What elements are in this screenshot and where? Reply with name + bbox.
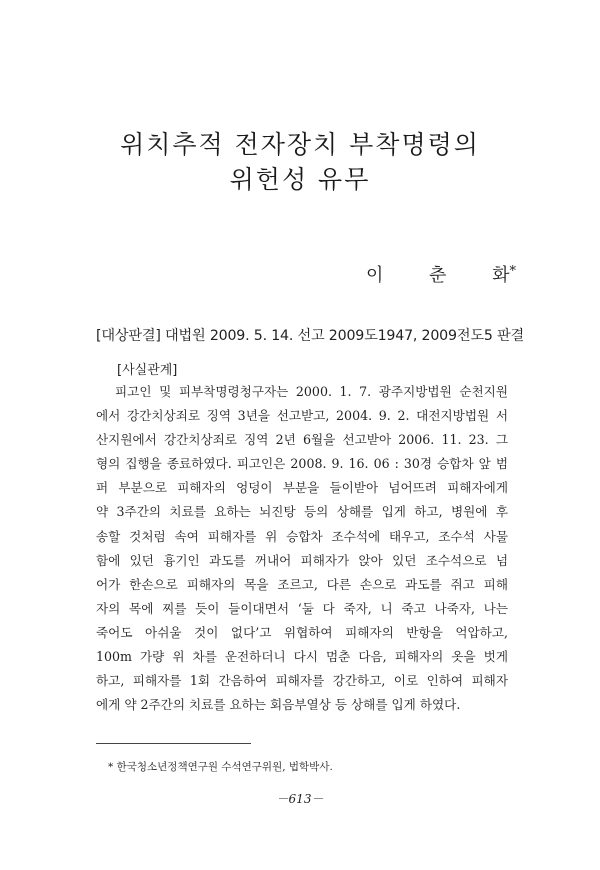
author-char-3: 화* [492, 264, 516, 286]
author-name [366, 261, 516, 287]
body-line: 에게 약 2주간의 치료를 요하는 회음부열상 등 상해를 입게 하였다. [96, 697, 461, 713]
page-number: －613－ [276, 792, 324, 806]
section-heading: [사실관계] [117, 363, 178, 378]
body-line: 약 3주간의 치료를 요하는 뇌진탕 등의 상해를 입게 하고, 병원에 후 [96, 504, 508, 520]
body-paragraph [96, 380, 508, 717]
body-line: 피고인 및 피부착명령청구자는 2000. 1. 7. 광주지방법원 순천지원 [115, 384, 508, 399]
author-char-2: 춘 [429, 265, 447, 286]
body-line: 퍼 부분으로 피해자의 엉덩이 부분을 들이받아 넘어뜨려 피해자에게 [96, 480, 508, 496]
body-line: 100m 가량 위 차를 운전하더니 다시 멈춘 다음, 피해자의 옷을 벗게 [96, 649, 508, 665]
body-line: 형의 집행을 종료하였다. 피고인은 2008. 9. 16. 06 : 30경 승합차 앞 범 [96, 456, 508, 472]
body-line: 어가 한손으로 피해자의 목을 조르고, 다른 손으로 과도를 쥐고 피해 [96, 576, 508, 592]
footnote-mark: * [509, 264, 516, 279]
footnote-divider [96, 743, 251, 744]
author-char-1: 이 [366, 265, 384, 286]
body-line: 산지원에서 강간치상죄로 징역 2년 6월을 선고받아 2006. 11. 23. 그 [96, 432, 508, 448]
body-line: 함에 있던 흉기인 과도를 꺼내어 피해자가 앉아 있던 조수석으로 넘 [96, 552, 508, 568]
case-reference: [대상판결] 대법원 2009. 5. 14. 선고 2009도1947, 2009전도5 판결 [96, 328, 524, 344]
body-line: 송할 것처럼 속여 피해자를 위 승합차 조수석에 태우고, 조수석 사물 [96, 528, 508, 544]
title-line-2: 위헌성 유무 [229, 165, 371, 194]
body-line: 하고, 피해자를 1회 간음하여 피해자를 강간하고, 이로 인하여 피해자 [96, 673, 508, 689]
footnote: * 한국청소년정책연구원 수석연구위원, 법학박사. [108, 761, 333, 773]
body-line: 에서 강간치상죄로 징역 3년을 선고받고, 2004. 9. 2. 대전지방법원 서 [96, 408, 508, 424]
body-line: 자의 목에 찌를 듯이 들이대면서 ‘둘 다 죽자, 니 죽고 나죽자, 나는 [96, 600, 508, 616]
title-line-1: 위치추적 전자장치 부착명령의 [120, 130, 480, 159]
body-line: 죽어도 아쉬울 것이 없다’고 위협하여 피해자의 반항을 억압하고, [96, 624, 508, 640]
